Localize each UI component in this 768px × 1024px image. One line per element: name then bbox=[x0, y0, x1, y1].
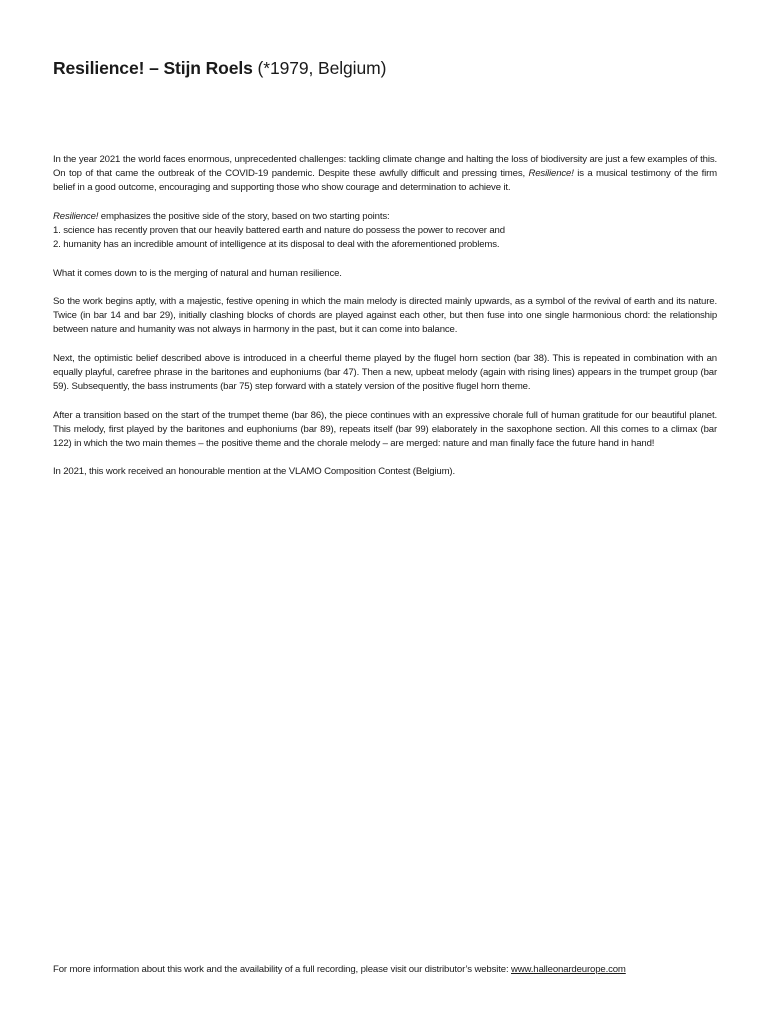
starting-points-intro-text: emphasizes the positive side of the story, based on two starting points: bbox=[98, 210, 390, 222]
title-composer-meta: (*1979, Belgium) bbox=[252, 58, 387, 78]
paragraph-themes: Next, the optimistic belief described above is introduced in a cheerful theme played by the flugel horn section (bar 38). This is repeated in combination with an equally playful, carefree phrase in the baritones and euphoniums (bar 47). Then a new, upbeat melody (again with rising lines) appears in the trumpet group (bar 59). Subsequently, the bass instruments (bar 75) step forward with a stately version of the positive flugel horn theme. bbox=[53, 352, 717, 393]
paragraph-award: In 2021, this work received an honourable mention at the VLAMO Composition Contest (Belgium). bbox=[53, 466, 455, 478]
title-work-and-composer: Resilience! – Stijn Roels bbox=[53, 58, 253, 78]
paragraph-opening: So the work begins aptly, with a majestic, festive opening in which the main melody is directed mainly upwards, as a symbol of the revival of earth and its nature. Twice (in bar 14 and bar 29), initially clashing blocks of chords are played against each other, but then fuse into one single harmonious chord: the relationship between nature and humanity was not always in harmony in the past, but it can come into balance. bbox=[53, 295, 717, 336]
paragraph-merging: What it comes down to is the merging of natural and human resilience. bbox=[53, 267, 342, 279]
starting-point-2: 2. humanity has an incredible amount of intelligence at its disposal to deal with the aforementioned problems. bbox=[53, 239, 500, 251]
paragraph-intro-text-a: In the year 2021 the world faces enormous, unprecedented challenges: tackling climate change and halting the loss of biodiversity are just a few examples of this. On top of that came the outbreak of the COVID-19 pandemic. Despite these awfully difficult and pressing times, bbox=[53, 154, 717, 180]
paragraph-intro bbox=[53, 153, 717, 196]
paragraph-chorale: After a transition based on the start of the trumpet theme (bar 86), the piece continues with an expressive chorale full of human gratitude for our beautiful planet. This melody, first played by the baritones and euphoniums (bar 89), repeats itself (bar 99) elaborately in the saxophone section. All this comes to a climax (bar 122) in which the two main themes – the positive theme and the chorale melody – are merged: nature and man finally face the future hand in hand! bbox=[53, 409, 717, 449]
program-notes bbox=[53, 153, 717, 494]
page-title bbox=[53, 58, 386, 79]
paragraph-intro-italic-title: Resilience! bbox=[528, 168, 574, 180]
starting-points-italic-title: Resilience! bbox=[53, 210, 99, 222]
footer-text: For more information about this work and the availability of a full recording, please visit our distributor’s website: bbox=[53, 964, 511, 975]
footer-note bbox=[53, 964, 733, 975]
paragraph-starting-points bbox=[53, 210, 717, 253]
starting-points-intro bbox=[53, 210, 717, 224]
paragraph-intro-text-b: is a musical testimony of the firm belief in a good outcome, encouraging and supporting those who show courage and determination to achieve it. bbox=[53, 168, 717, 194]
distributor-website-link[interactable]: www.halleonardeurope.com bbox=[510, 964, 626, 975]
starting-point-1: 1. science has recently proven that our heavily battered earth and nature do possess the power to recover and bbox=[53, 225, 505, 236]
